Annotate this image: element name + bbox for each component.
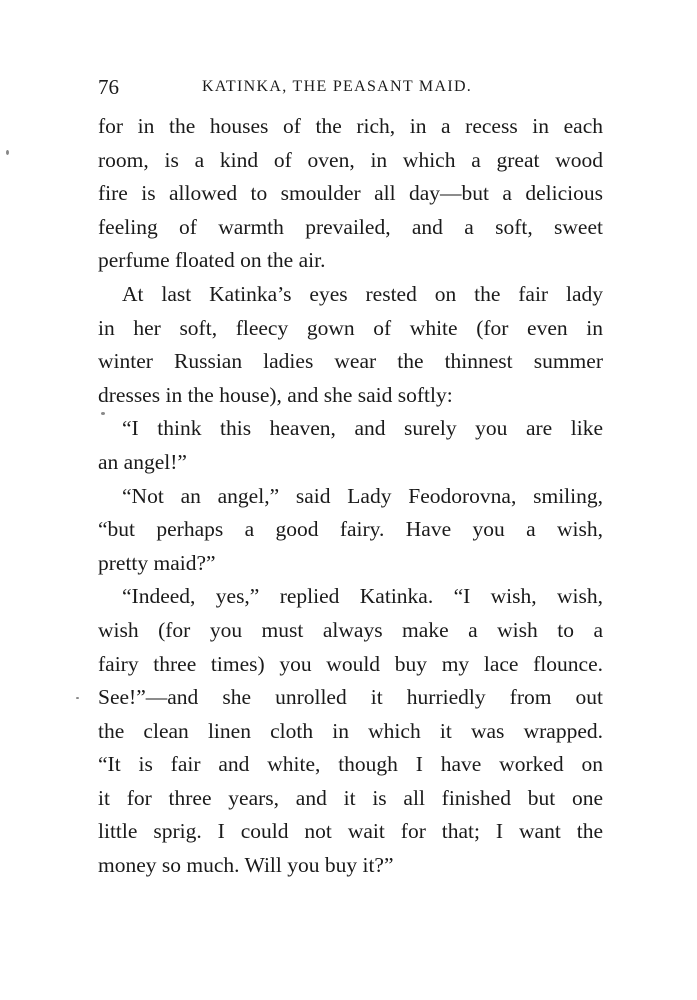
text-line: At last Katinka’s eyes rested on the fair lady bbox=[122, 281, 603, 306]
speck bbox=[6, 150, 9, 155]
body-text bbox=[98, 110, 603, 883]
text-line: See!”—and she unrolled it hurriedly from out bbox=[98, 685, 603, 710]
text-line: fire is allowed to smoulder all day—but a delicious bbox=[98, 181, 603, 206]
text-line: feeling of warmth prevailed, and a soft, sweet bbox=[98, 214, 603, 239]
text-line: pretty maid?” bbox=[98, 550, 216, 575]
text-line: wish (for you must always make a wish to a bbox=[98, 617, 603, 642]
text-line: for in the houses of the rich, in a recess in each bbox=[98, 114, 603, 138]
text-line: it for three years, and it is all finished but one bbox=[98, 785, 603, 810]
text-line: perfume floated on the air. bbox=[98, 248, 326, 273]
text-line: an angel!” bbox=[98, 449, 187, 474]
text-line: “I think this heaven, and surely you are like bbox=[122, 416, 603, 441]
running-title: KATINKA, THE PEASANT MAID. bbox=[202, 78, 473, 95]
text-line: in her soft, fleecy gown of white (for even in bbox=[98, 315, 603, 340]
text-line: dresses in the house), and she said softly: bbox=[98, 382, 453, 407]
speck bbox=[76, 697, 79, 699]
text-line: the clean linen cloth in which it was wrapped. bbox=[98, 718, 603, 743]
text-line: winter Russian ladies wear the thinnest summer bbox=[98, 349, 603, 374]
running-head bbox=[98, 75, 603, 99]
speck bbox=[101, 412, 105, 415]
text-line: fairy three times) you would buy my lace flounce. bbox=[98, 651, 603, 676]
text-line: “but perhaps a good fairy. Have you a wish, bbox=[98, 517, 603, 542]
text-line: money so much. Will you buy it?” bbox=[98, 853, 394, 878]
text-line: room, is a kind of oven, in which a great wood bbox=[98, 147, 603, 172]
text-line: “Not an angel,” said Lady Feodorovna, smiling, bbox=[122, 483, 603, 508]
text-line: “Indeed, yes,” replied Katinka. “I wish, wish, bbox=[122, 584, 603, 609]
text-line: “It is fair and white, though I have worked on bbox=[98, 752, 603, 777]
page-number: 76 bbox=[98, 75, 119, 99]
text-line: little sprig. I could not wait for that; I want the bbox=[98, 819, 603, 844]
